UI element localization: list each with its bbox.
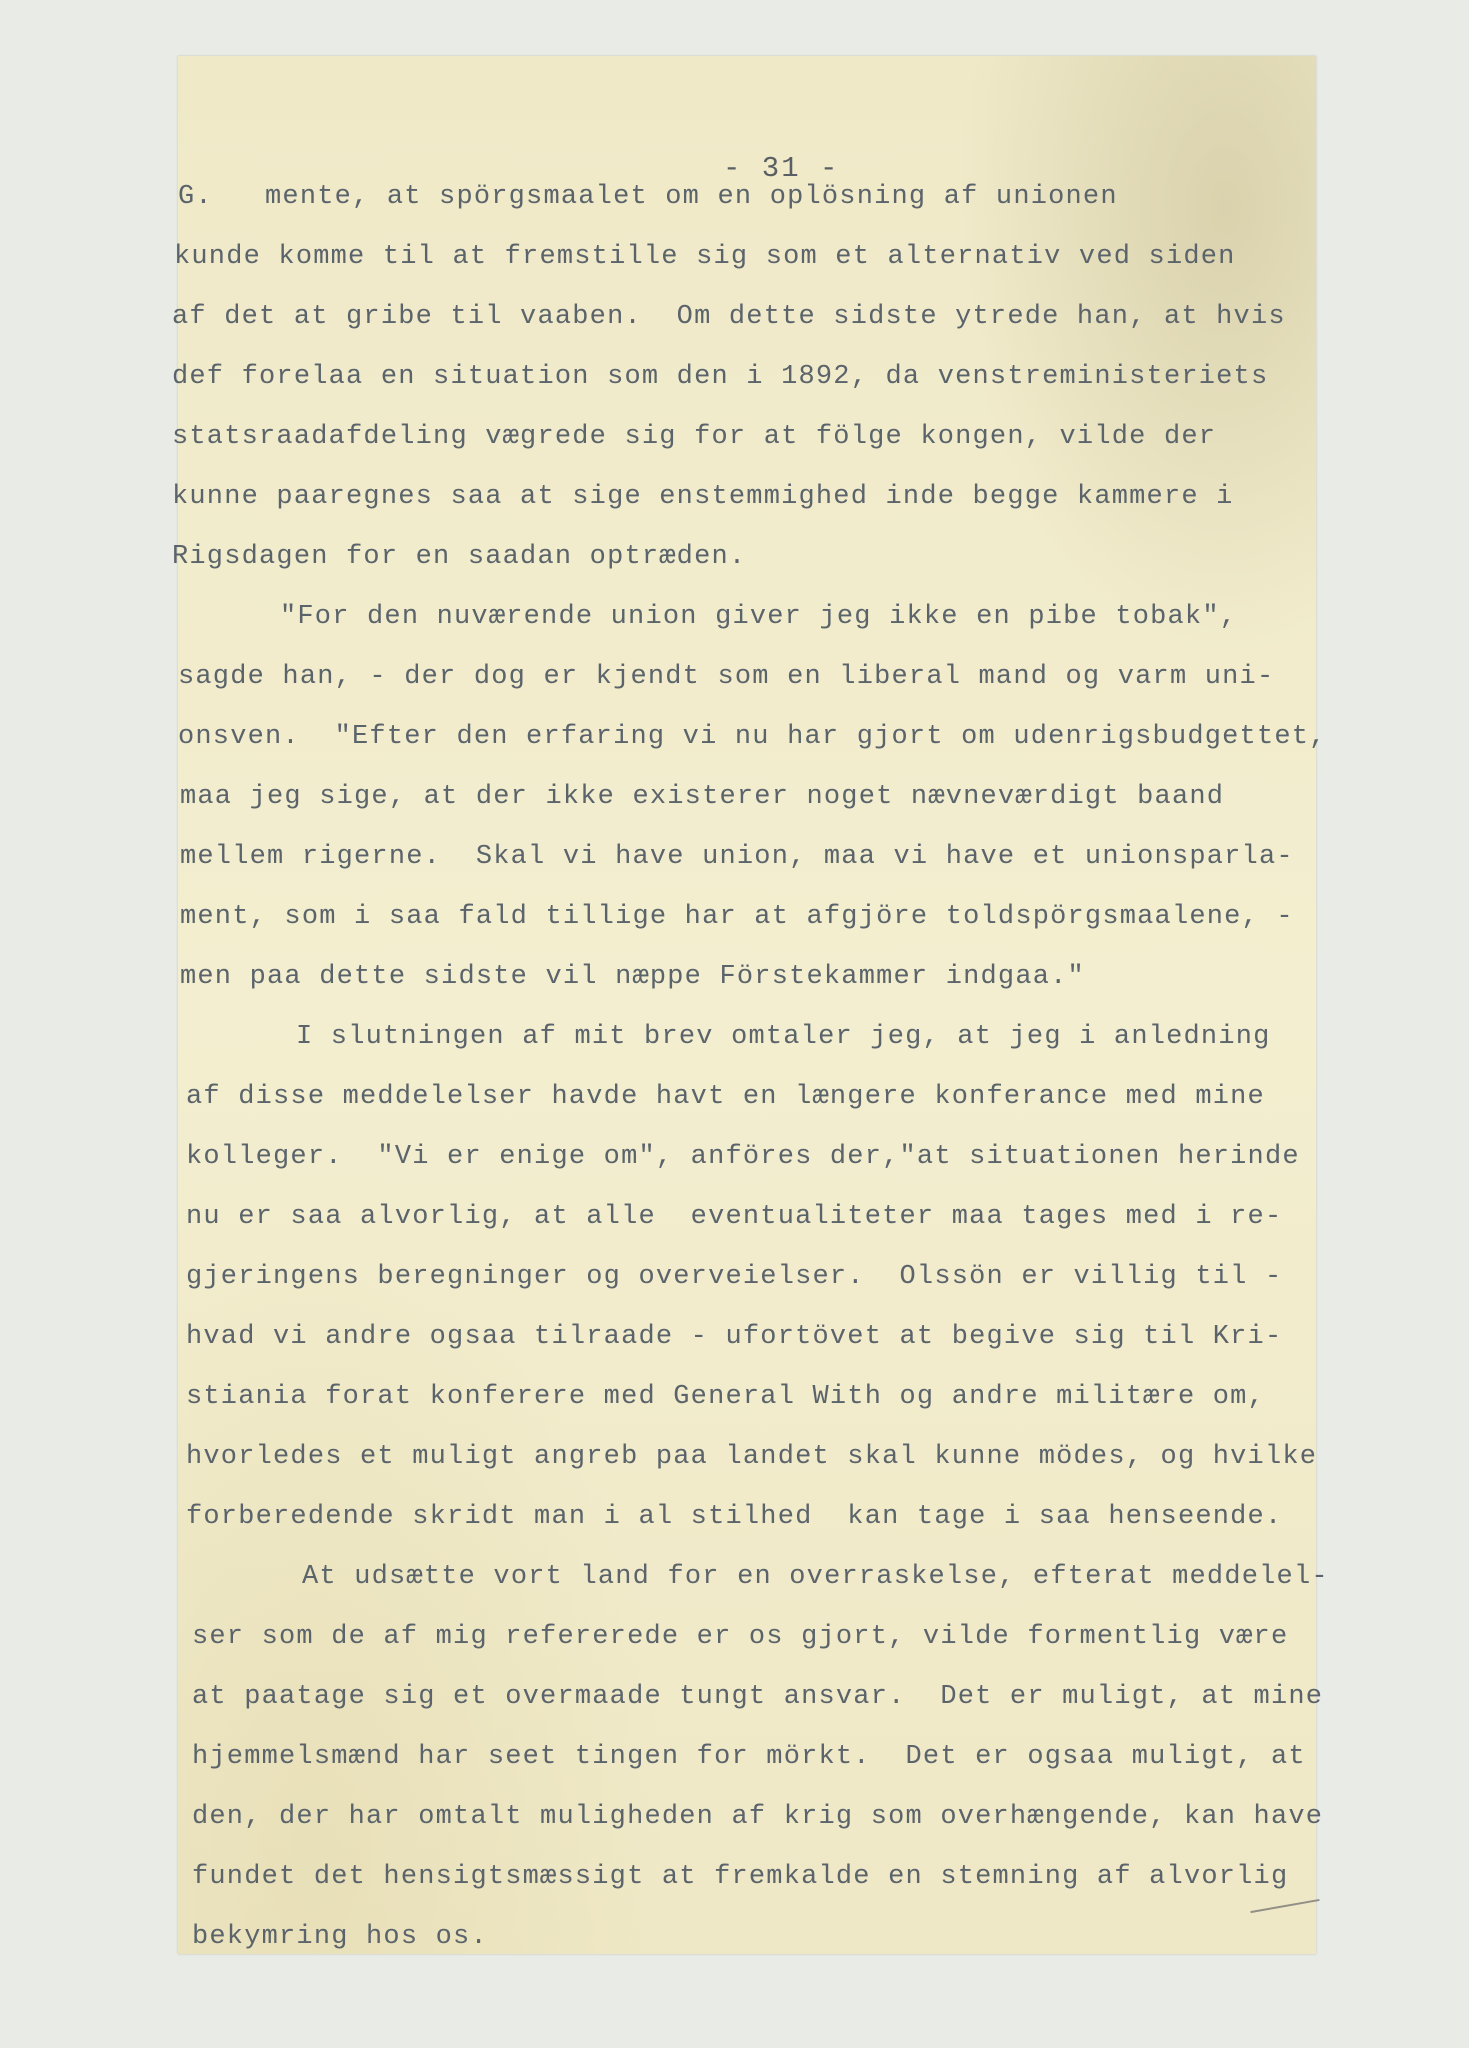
text-line: kunde komme til at fremstille sig som et alternativ ved siden bbox=[174, 242, 1236, 272]
text-line: kunne paaregnes saa at sige enstemmighed inde begge kammere i bbox=[172, 482, 1234, 512]
text-line: gjeringens beregninger og overveielser. Olssön er villig til - bbox=[186, 1262, 1283, 1292]
text-line: maa jeg sige, at der ikke existerer noget nævneværdigt baand bbox=[180, 782, 1225, 812]
text-line: kolleger. "Vi er enige om", anföres der,"at situationen herinde bbox=[186, 1142, 1300, 1172]
text-line: af disse meddelelser havde havt en længere konferance med mine bbox=[186, 1082, 1265, 1112]
text-line: sagde han, - der dog er kjendt som en liberal mand og varm uni- bbox=[178, 662, 1275, 692]
text-line: G. mente, at spörgsmaalet om en oplösning af unionen bbox=[178, 182, 1118, 212]
text-line: I slutningen af mit brev omtaler jeg, at jeg i anledning bbox=[296, 1022, 1271, 1052]
document-page bbox=[172, 56, 1329, 1954]
text-line: af det at gribe til vaaben. Om dette sidste ytrede han, at hvis bbox=[172, 302, 1286, 332]
document-body bbox=[172, 56, 1329, 1954]
text-line: bekymring hos os. bbox=[192, 1922, 488, 1952]
text-line: Rigsdagen for en saadan optræden. bbox=[172, 542, 747, 572]
text-line: fundet det hensigtsmæssigt at fremkalde en stemning af alvorlig bbox=[192, 1862, 1289, 1892]
text-line: mellem rigerne. Skal vi have union, maa vi have et unionsparla- bbox=[180, 842, 1294, 872]
text-line: ment, som i saa fald tillige har at afgjöre toldspörgsmaalene, - bbox=[180, 902, 1294, 932]
text-line: def forelaa en situation som den i 1892, da venstreministeriets bbox=[172, 362, 1269, 392]
text-line: hvorledes et muligt angreb paa landet skal kunne mödes, og hvilke bbox=[186, 1442, 1318, 1472]
text-line: onsven. "Efter den erfaring vi nu har gjort om udenrigsbudgettet, bbox=[178, 722, 1327, 752]
text-line: nu er saa alvorlig, at alle eventualiteter maa tages med i re- bbox=[186, 1202, 1283, 1232]
text-line: hvad vi andre ogsaa tilraade - ufortövet at begive sig til Kri- bbox=[186, 1322, 1283, 1352]
text-line: men paa dette sidste vil næppe Förstekammer indgaa." bbox=[180, 962, 1085, 992]
page-number: - 31 - bbox=[723, 152, 840, 185]
text-line: At udsætte vort land for en overraskelse, efterat meddelel- bbox=[302, 1562, 1329, 1592]
text-line: stiania forat konferere med General With og andre militære om, bbox=[186, 1382, 1265, 1412]
text-line: "For den nuværende union giver jeg ikke en pibe tobak", bbox=[280, 602, 1238, 632]
text-line: hjemmelsmænd har seet tingen for mörkt. Det er ogsaa muligt, at bbox=[192, 1742, 1306, 1772]
text-line: den, der har omtalt muligheden af krig som overhængende, kan have bbox=[192, 1802, 1324, 1832]
text-line: ser som de af mig refererede er os gjort, vilde formentlig være bbox=[192, 1622, 1289, 1652]
text-line: at paatage sig et overmaade tungt ansvar. Det er muligt, at mine bbox=[192, 1682, 1324, 1712]
text-line: forberedende skridt man i al stilhed kan tage i saa henseende. bbox=[186, 1502, 1283, 1532]
text-line: statsraadafdeling vægrede sig for at fölge kongen, vilde der bbox=[172, 422, 1217, 452]
